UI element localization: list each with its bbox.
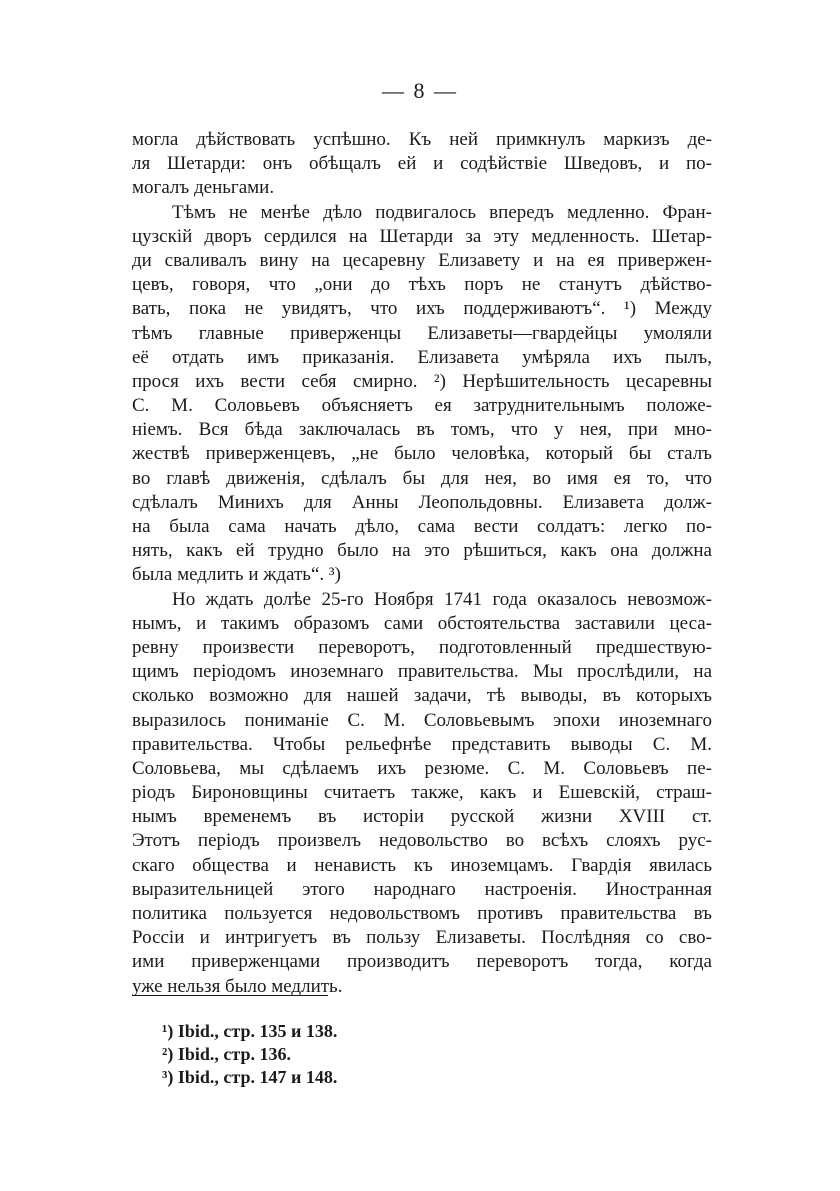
text-line: скаго общества и ненависть къ иноземцамъ. Гвардія явилась bbox=[132, 854, 712, 876]
text-line: выразительницей этого народнаго настроенія. Иностранная bbox=[132, 878, 712, 900]
text-line: на была сама начать дѣло, сама вести солдатъ: легко по- bbox=[132, 516, 712, 537]
text-line: сдѣлалъ Минихъ для Анны Леопольдовны. Елизавета долж- bbox=[132, 491, 712, 513]
text-line: её отдать имъ приказанія. Елизавета умѣряла ихъ пылъ, bbox=[132, 346, 712, 368]
text-line: правительства. Чтобы рельефнѣе представить выводы С. М. bbox=[132, 733, 712, 755]
footnote-divider bbox=[132, 995, 328, 996]
text-line: Россіи и интригуетъ въ пользу Елизаветы. Послѣдняя со сво- bbox=[132, 927, 712, 949]
text-line: ріодъ Бироновщины считаетъ также, какъ и Ешевскій, страш- bbox=[132, 782, 712, 804]
text-line: могла дѣйствовать успѣшно. Къ ней примкнулъ маркизъ де- bbox=[132, 129, 712, 150]
footnote: ³) Ibid., стр. 147 и 148. bbox=[162, 1067, 338, 1087]
text-line: политика пользуется недовольствомъ противъ правительства въ bbox=[132, 903, 712, 924]
footnote: ²) Ibid., стр. 136. bbox=[162, 1044, 291, 1064]
text-line: Соловьева, мы сдѣлаемъ ихъ резюме. С. М. Соловьевъ пе- bbox=[132, 757, 712, 779]
text-line: щимъ періодомъ иноземнаго правительства. Мы прослѣдили, на bbox=[132, 661, 712, 683]
text-line: Этотъ періодъ произвелъ недовольство во всѣхъ слояхъ рус- bbox=[132, 830, 712, 852]
text-line: выразилось пониманіе С. М. Соловьевымъ эпохи иноземнаго bbox=[132, 709, 712, 731]
page-number: — 8 — bbox=[382, 78, 458, 103]
text-line: нять, какъ ей трудно было на это рѣшиться, какъ она должна bbox=[132, 540, 712, 562]
text-line: ими приверженцами производитъ переворотъ тогда, когда bbox=[132, 951, 712, 973]
text-line: Но ждать долѣе 25-го Ноября 1741 года оказалось невозмож- bbox=[172, 588, 712, 610]
text-line: жествѣ приверженцевъ, „не было человѣка, который бы сталъ bbox=[132, 443, 712, 465]
text-line: цевъ, говоря, что „они до тѣхъ поръ не станутъ дѣйство- bbox=[132, 274, 712, 296]
text-line: тѣмъ главные приверженцы Елизаветы—гвардейцы умоляли bbox=[132, 322, 712, 344]
text-line: нымъ, и такимъ образомъ сами обстоятельства заставили цеса- bbox=[132, 612, 712, 634]
text-line: ля Шетарди: онъ обѣщалъ ей и содѣйствіе Шведовъ, и по- bbox=[132, 153, 712, 175]
footnote: ¹) Ibid., стр. 135 и 138. bbox=[162, 1021, 338, 1041]
text-line: вать, пока не увидятъ, что ихъ поддерживаютъ“. ¹) Между bbox=[132, 298, 712, 320]
text-line: ніемъ. Вся бѣда заключалась въ томъ, что у нея, при мно- bbox=[132, 419, 712, 441]
text-line: сколько возможно для нашей задачи, тѣ выводы, въ которыхъ bbox=[132, 685, 712, 707]
text-line: цузскій дворъ сердился на Шетарди за эту медленность. Шетар- bbox=[132, 225, 712, 247]
text-line: во главѣ движенія, сдѣлалъ бы для нея, во имя ея то, что bbox=[132, 467, 712, 489]
text-line: уже нельзя было медлить. bbox=[132, 975, 343, 997]
text-line: могалъ деньгами. bbox=[132, 177, 275, 199]
body-text bbox=[132, 128, 712, 999]
text-line: Тѣмъ не менѣе дѣло подвигалось впередъ медленно. Фран- bbox=[172, 201, 712, 223]
text-line: прося ихъ вести себя смирно. ²) Нерѣшительность цесаревны bbox=[132, 370, 712, 392]
text-line: ди сваливалъ вину на цесаревну Елизавету и на ея привержен- bbox=[132, 249, 712, 271]
text-line: была медлить и ждать“. ³) bbox=[132, 564, 341, 586]
text-line: С. М. Соловьевъ объясняетъ ея затруднительнымъ положе- bbox=[132, 395, 712, 417]
text-line: ревну произвести переворотъ, подготовленный предшествую- bbox=[132, 636, 712, 658]
footnotes bbox=[162, 1020, 337, 1089]
text-line: нымъ временемъ въ исторіи русской жизни XVIII ст. bbox=[132, 806, 712, 828]
